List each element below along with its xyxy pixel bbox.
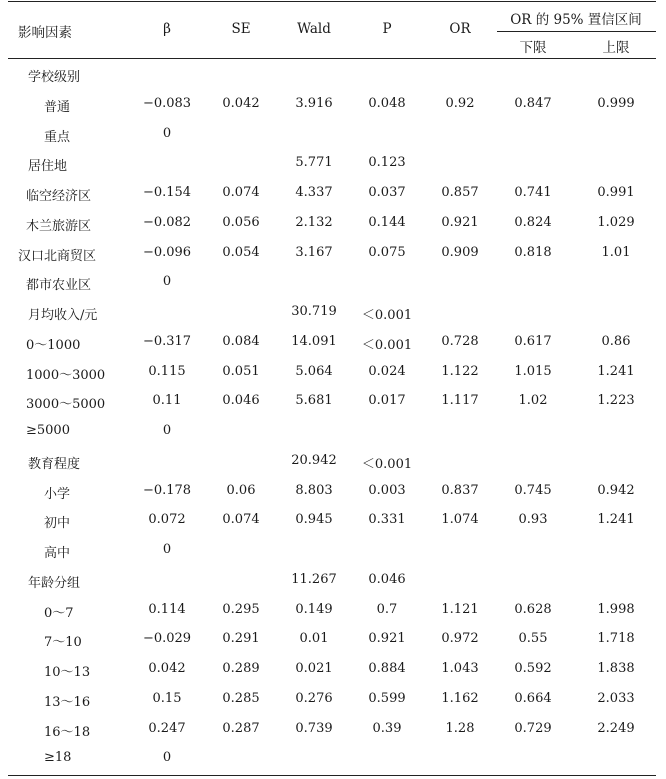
cell-beta: −0.096 <box>142 244 192 260</box>
cell-se: 0.287 <box>222 720 260 736</box>
cell-se: 0.051 <box>222 363 260 379</box>
cell-wald: 11.267 <box>291 571 337 587</box>
cell-p: 0.7 <box>376 601 398 617</box>
cell-p: 0.024 <box>368 363 406 379</box>
cell-beta: 0.247 <box>148 720 186 736</box>
header-p: P <box>382 21 392 37</box>
cell-beta: 0.042 <box>148 661 186 676</box>
cell-p: ＜0.001 <box>361 308 413 323</box>
cell-or: 0.92 <box>445 95 475 111</box>
table-header-rule <box>8 58 656 59</box>
cell-se: 0.046 <box>222 393 260 409</box>
table-row <box>8 477 656 507</box>
cell-p: 0.331 <box>368 512 406 528</box>
cell-p: 0.144 <box>368 214 406 230</box>
cell-p: 0.599 <box>368 690 406 706</box>
cell-lower: 0.741 <box>514 185 552 200</box>
cell-beta: 0 <box>162 750 172 766</box>
cell-lower: 0.93 <box>518 512 548 528</box>
cell-beta: −0.178 <box>142 482 192 498</box>
table-row <box>8 715 656 745</box>
cell-p: 0.075 <box>368 244 406 260</box>
cell-p: 0.037 <box>368 185 406 200</box>
table-row <box>8 625 656 655</box>
cell-se: 0.06 <box>226 482 256 498</box>
cell-se: 0.295 <box>222 601 260 617</box>
cell-wald: 5.681 <box>295 393 333 409</box>
table-row <box>8 209 656 239</box>
cell-or: 1.117 <box>441 393 479 409</box>
cell-upper: 0.942 <box>597 482 635 498</box>
cell-factor: 高中 <box>44 546 71 561</box>
cell-wald: 0.945 <box>295 512 333 528</box>
cell-wald: 4.337 <box>295 185 333 200</box>
header-beta: β <box>163 21 171 37</box>
header-ci-upper: 上限 <box>602 40 630 56</box>
cell-p: 0.017 <box>368 393 406 409</box>
cell-se: 0.054 <box>222 244 260 260</box>
cell-factor: 临空经济区 <box>26 189 92 204</box>
cell-beta: 0 <box>162 125 172 141</box>
cell-se: 0.285 <box>222 690 260 706</box>
cell-upper: 1.223 <box>597 393 635 409</box>
cell-beta: 0.072 <box>148 512 186 528</box>
header-or: OR <box>449 21 471 37</box>
cell-beta: 0.11 <box>152 393 182 409</box>
cell-wald: 0.149 <box>295 601 333 617</box>
cell-upper: 1.838 <box>597 661 635 676</box>
table-body <box>8 60 656 774</box>
header-ci: OR 的 95% 置信区间 <box>510 12 642 28</box>
cell-or: 0.921 <box>441 214 479 230</box>
cell-beta: −0.082 <box>142 214 192 230</box>
cell-upper: 1.998 <box>597 601 635 617</box>
cell-factor: ≥5000 <box>26 423 70 438</box>
cell-p: 0.003 <box>368 482 406 498</box>
cell-upper: 2.033 <box>597 690 635 706</box>
cell-p: 0.123 <box>368 155 406 171</box>
cell-wald: 0.01 <box>299 631 329 647</box>
cell-upper: 1.241 <box>597 363 635 379</box>
cell-lower: 0.729 <box>514 720 552 736</box>
cell-or: 0.909 <box>441 244 479 260</box>
table-row <box>8 90 656 120</box>
cell-wald: 14.091 <box>291 333 337 349</box>
cell-wald: 8.803 <box>295 482 333 498</box>
header-se: SE <box>231 21 251 37</box>
table-row <box>8 268 656 298</box>
cell-beta: −0.083 <box>142 95 192 111</box>
cell-lower: 0.818 <box>514 244 552 260</box>
table-row <box>8 744 656 774</box>
cell-factor: 0～7 <box>44 605 74 621</box>
cell-upper: 1.029 <box>597 214 635 230</box>
cell-se: 0.084 <box>222 333 260 349</box>
table-row <box>8 417 656 447</box>
cell-or: 0.972 <box>441 631 479 647</box>
cell-or: 1.162 <box>441 690 479 706</box>
cell-lower: 1.02 <box>518 393 548 409</box>
cell-factor: 3000～5000 <box>26 397 106 413</box>
cell-factor: 10～13 <box>44 665 91 680</box>
cell-se: 0.074 <box>222 512 260 528</box>
table-row <box>8 685 656 715</box>
cell-or: 1.121 <box>441 601 479 617</box>
cell-beta: 0.15 <box>152 690 182 706</box>
cell-or: 1.043 <box>441 661 479 676</box>
cell-beta: −0.029 <box>142 631 192 647</box>
cell-p: ＜0.001 <box>361 456 413 472</box>
cell-p: 0.046 <box>368 571 406 587</box>
cell-wald: 5.771 <box>295 155 333 171</box>
cell-beta: 0 <box>162 542 172 557</box>
cell-se: 0.074 <box>222 185 260 200</box>
cell-lower: 0.55 <box>518 631 548 647</box>
table-group-row <box>8 60 656 90</box>
header-wald: Wald <box>297 21 331 37</box>
cell-wald: 0.021 <box>295 661 333 676</box>
cell-se: 0.042 <box>222 95 260 111</box>
cell-factor: 小学 <box>44 486 71 502</box>
cell-wald: 3.916 <box>295 95 333 111</box>
cell-or: 1.28 <box>445 720 475 736</box>
table-row <box>8 358 656 388</box>
cell-factor: 16～18 <box>44 724 91 740</box>
cell-factor: 年龄分组 <box>28 575 81 591</box>
cell-factor: 普通 <box>44 99 71 115</box>
cell-factor: 都市农业区 <box>26 278 92 294</box>
cell-or: 0.857 <box>441 185 479 200</box>
cell-factor: ≥18 <box>44 750 72 766</box>
cell-beta: 0.115 <box>148 363 186 379</box>
cell-factor: 重点 <box>44 129 71 145</box>
cell-se: 0.289 <box>222 661 260 676</box>
cell-or: 1.074 <box>441 512 479 528</box>
cell-factor: 1000～3000 <box>26 367 106 383</box>
table-row <box>8 239 656 269</box>
table-row <box>8 506 656 536</box>
table-row <box>8 536 656 566</box>
cell-beta: −0.317 <box>142 333 192 349</box>
cell-beta: 0 <box>162 274 172 290</box>
cell-factor: 月均收入/元 <box>28 308 98 323</box>
cell-beta: −0.154 <box>142 185 192 200</box>
cell-upper: 0.991 <box>597 185 635 200</box>
cell-or: 0.837 <box>441 482 479 498</box>
ci-header-rule <box>497 31 656 32</box>
table-row <box>8 120 656 150</box>
cell-upper: 1.01 <box>601 244 631 260</box>
cell-wald: 0.276 <box>295 690 333 706</box>
cell-lower: 0.592 <box>514 661 552 676</box>
table-row <box>8 179 656 209</box>
cell-upper: 1.718 <box>597 631 635 647</box>
cell-wald: 2.132 <box>295 214 333 230</box>
cell-factor: 汉口北商贸区 <box>18 248 97 264</box>
cell-lower: 0.745 <box>514 482 552 498</box>
cell-upper: 1.241 <box>597 512 635 528</box>
cell-p: 0.048 <box>368 95 406 111</box>
cell-beta: 0 <box>162 423 172 438</box>
cell-p: 0.921 <box>368 631 406 647</box>
cell-upper: 0.86 <box>601 333 631 349</box>
table-group-row <box>8 447 656 477</box>
cell-factor: 居住地 <box>28 159 68 175</box>
table-group-row <box>8 566 656 596</box>
table-group-row <box>8 149 656 179</box>
cell-factor: 学校级别 <box>28 70 81 85</box>
table-row <box>8 655 656 685</box>
cell-wald: 30.719 <box>291 304 337 319</box>
cell-lower: 0.847 <box>514 95 552 111</box>
cell-wald: 5.064 <box>295 363 333 379</box>
table-bottom-rule <box>8 775 656 776</box>
cell-p: ＜0.001 <box>361 337 413 353</box>
table-row <box>8 387 656 417</box>
cell-p: 0.39 <box>372 720 402 736</box>
cell-lower: 0.664 <box>514 690 552 706</box>
cell-upper: 2.249 <box>597 720 635 736</box>
cell-factor: 13～16 <box>44 694 91 710</box>
table-row <box>8 328 656 358</box>
cell-wald: 20.942 <box>291 452 337 468</box>
table-group-row <box>8 298 656 328</box>
cell-factor: 木兰旅游区 <box>26 218 92 234</box>
header-factor: 影响因素 <box>18 25 72 41</box>
cell-se: 0.056 <box>222 214 260 230</box>
cell-factor: 7～10 <box>44 635 82 651</box>
cell-p: 0.884 <box>368 661 406 676</box>
cell-factor: 初中 <box>44 516 71 532</box>
cell-lower: 0.824 <box>514 214 552 230</box>
cell-se: 0.291 <box>222 631 260 647</box>
cell-wald: 3.167 <box>295 244 333 260</box>
cell-lower: 0.617 <box>514 333 552 349</box>
cell-upper: 0.999 <box>597 95 635 111</box>
cell-factor: 教育程度 <box>28 456 81 472</box>
table-top-rule <box>8 1 656 2</box>
cell-or: 1.122 <box>441 363 479 379</box>
table-row <box>8 596 656 626</box>
header-ci-lower: 下限 <box>519 40 547 56</box>
cell-factor: 0～1000 <box>26 337 81 353</box>
cell-lower: 0.628 <box>514 601 552 617</box>
cell-wald: 0.739 <box>295 720 333 736</box>
cell-or: 0.728 <box>441 333 479 349</box>
cell-beta: 0.114 <box>148 601 186 617</box>
cell-lower: 1.015 <box>514 363 552 379</box>
